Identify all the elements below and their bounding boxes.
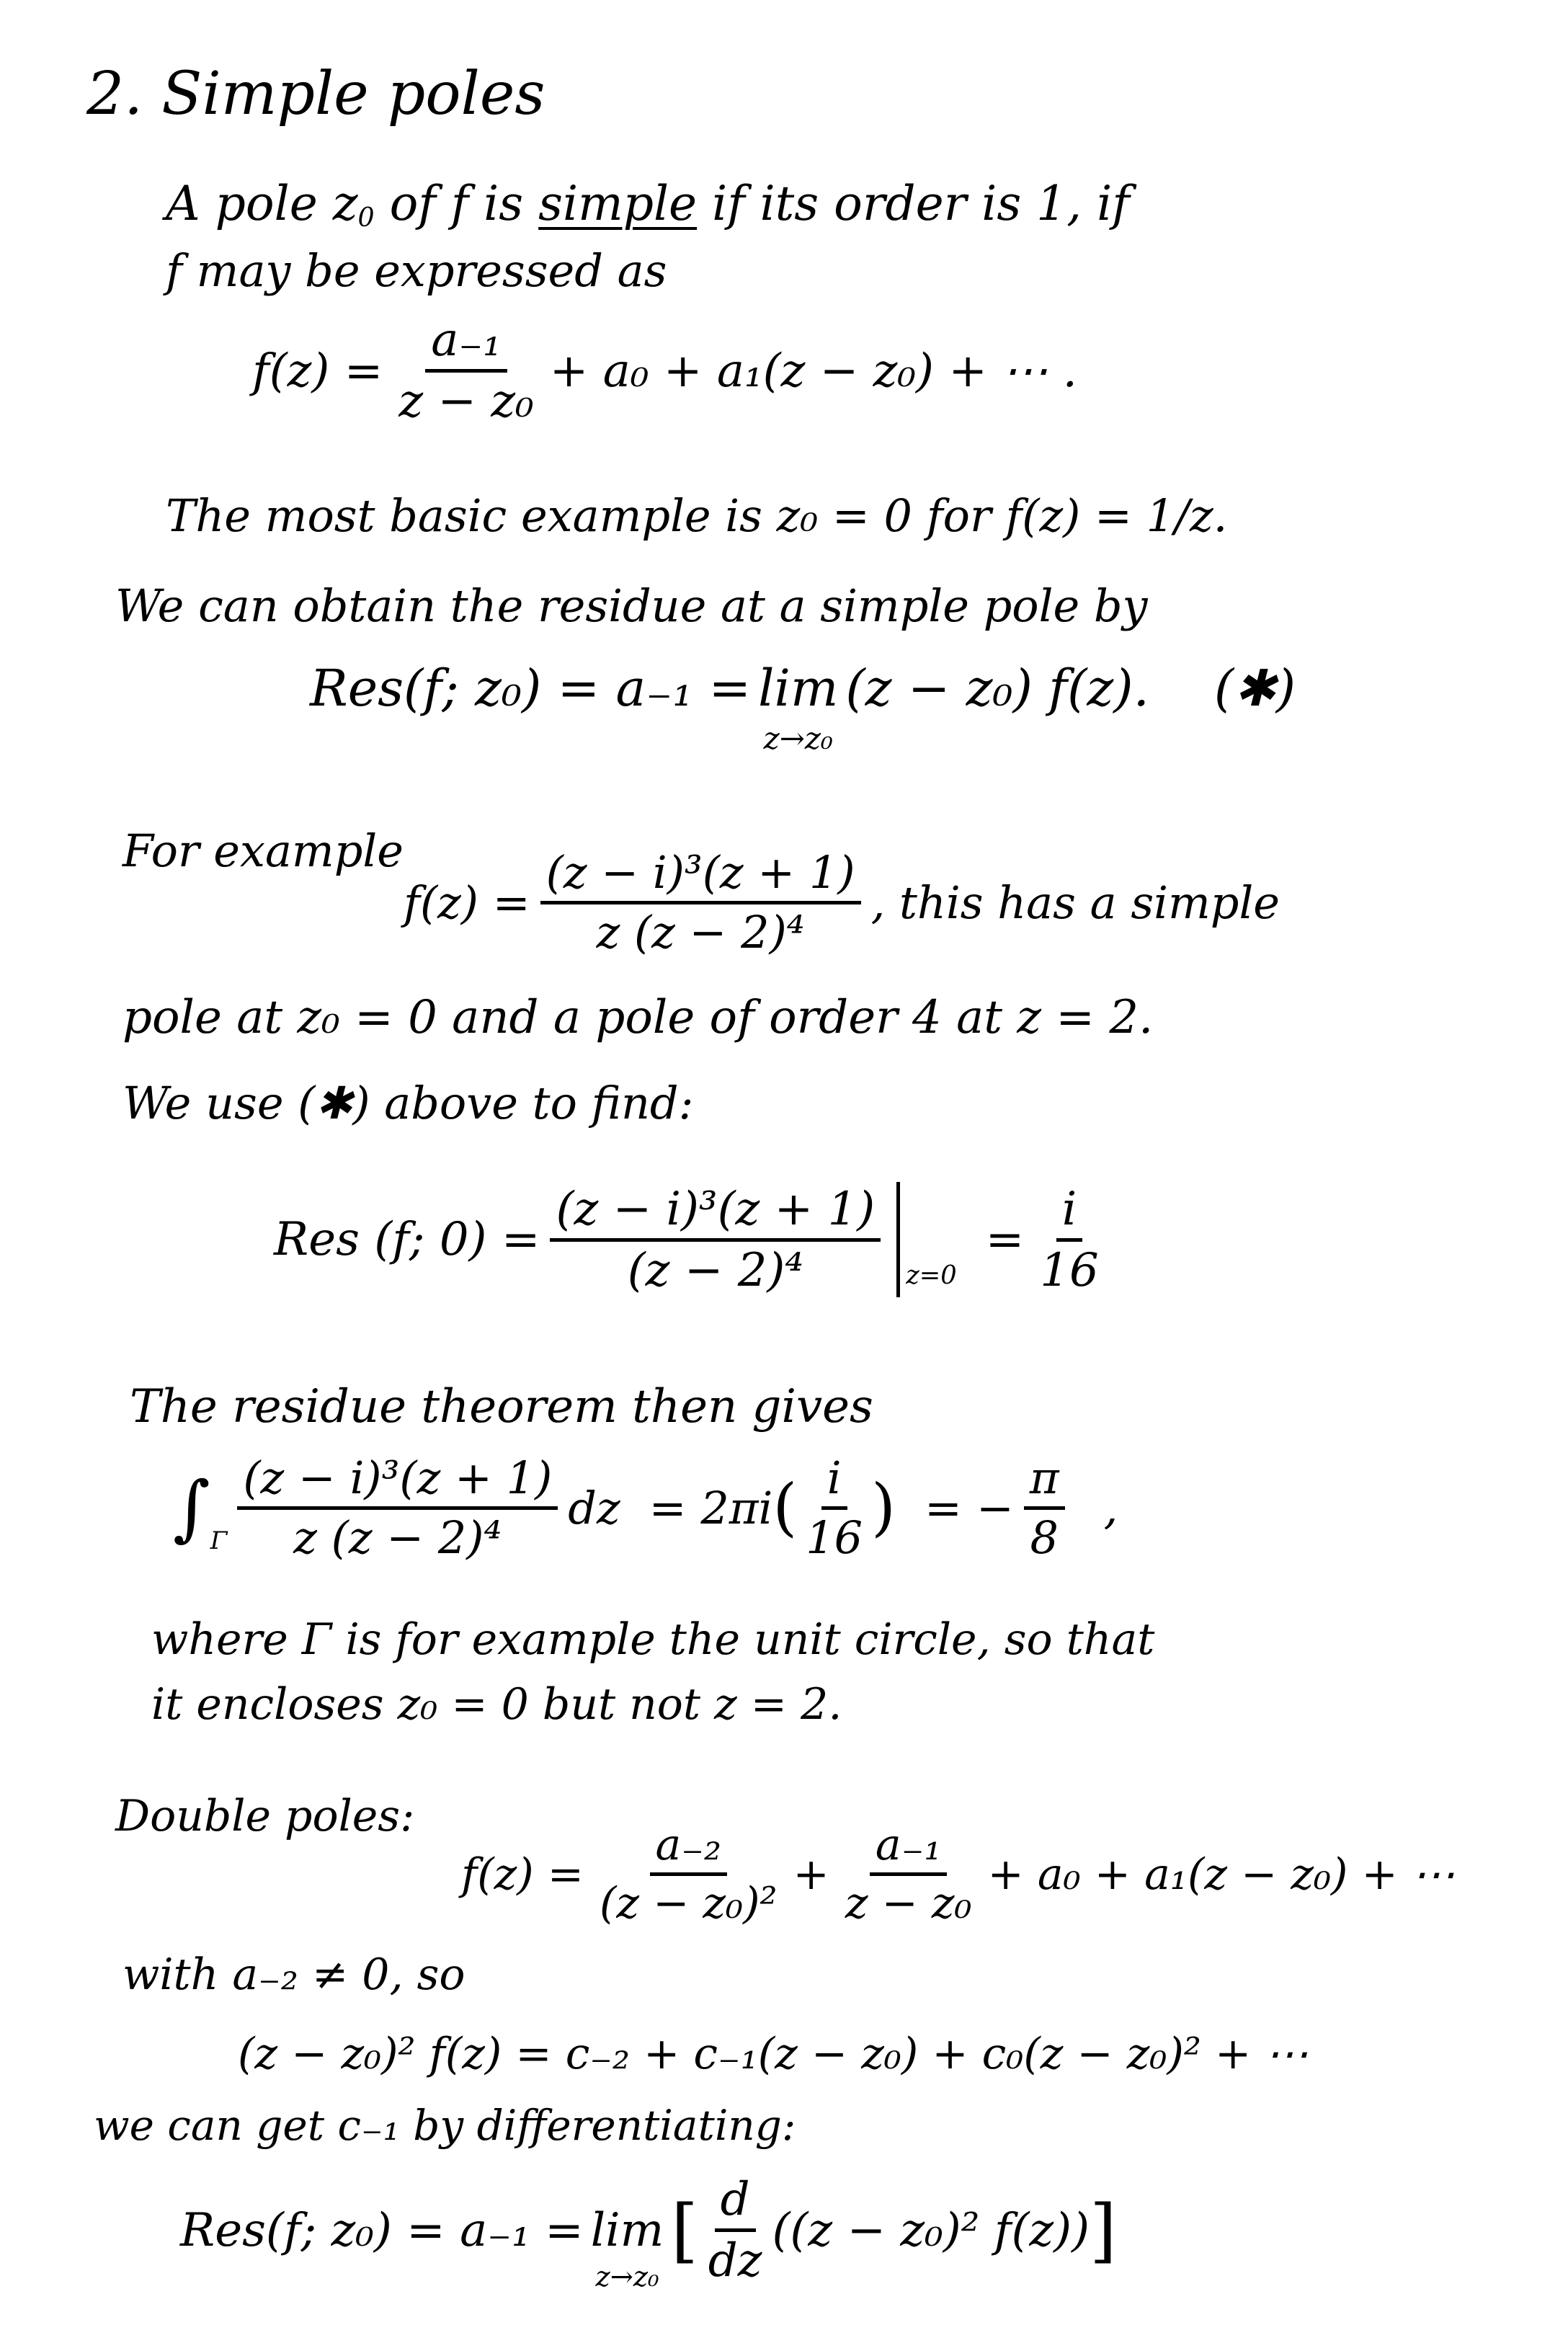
residue-formula-star (310, 659, 1296, 756)
eq7-inner: ((z − z₀)² f(z)) (772, 2203, 1090, 2257)
star-lhs: Res(f; z₀) = a₋₁ = (310, 659, 752, 718)
eq1-lhs: f(z) = (252, 344, 383, 398)
eq4-denominator: z (z − 2)⁴ (293, 1511, 502, 1564)
eq1-denominator: z − z₀ (398, 375, 534, 428)
differentiating-line: we can get c₋₁ by differentiating: (94, 2101, 796, 2150)
laurent-simple-pole-equation (252, 314, 1077, 428)
double-pole-residue-formula (180, 2173, 1117, 2293)
example-function-equation (404, 846, 1280, 959)
eq4-dz: dz (568, 1481, 620, 1534)
where-line-2: it encloses z₀ = 0 but not z = 2. (151, 1679, 842, 1730)
eq2-denominator: z (z − 2)⁴ (596, 906, 805, 959)
star-tag: (✱) (1213, 659, 1296, 718)
eq3-result-numerator: i (1056, 1186, 1082, 1242)
pole-description-line: pole at z₀ = 0 and a pole of order 4 at z = 2. (122, 991, 1154, 1044)
star-limit (758, 659, 839, 756)
eq4-paren-close: ) (871, 1471, 896, 1544)
eq4-paren-denominator: 16 (806, 1511, 863, 1564)
eq3-lhs: Res (f; 0) = (274, 1213, 540, 1266)
eq4-equals: = (925, 1481, 962, 1534)
eq4-paren-open: ( (772, 1471, 798, 1544)
eq4-numerator: (z − i)³(z + 1) (237, 1456, 558, 1510)
evaluation-point: z=0 (906, 1261, 957, 1291)
use-star-line: We use (✱) above to find: (122, 1077, 694, 1129)
eq4-paren-fraction (800, 1451, 868, 1564)
eq5-numerator-2: a₋₁ (870, 1823, 948, 1876)
multiplied-series-equation: (z − z₀)² f(z) = c₋₂ + c₋₁(z − z₀) + c₀(z − z₀)² + ⋯ (238, 2029, 1309, 2079)
eq7-d-numerator: d (715, 2177, 756, 2232)
eq2-lhs: f(z) = (404, 876, 530, 929)
eq7-derivative (703, 2173, 768, 2288)
eq3-numerator: (z − i)³(z + 1) (550, 1186, 881, 1242)
eq4-result-fraction (1024, 1451, 1065, 1564)
eq1-fraction (393, 314, 539, 428)
eq5-fraction-1 (594, 1820, 783, 1929)
intro-line-1 (166, 176, 1130, 234)
eq7-bracket-open: [ (671, 2189, 698, 2271)
contour-gamma-subscript: Γ (210, 1526, 228, 1555)
eq5-denominator-2: z − z₀ (845, 1878, 972, 1929)
evaluation-bar (896, 1182, 900, 1297)
intro-text-post: if its order is 1, if (697, 176, 1130, 231)
eq3-result-denominator: 16 (1040, 1243, 1099, 1297)
eq2-rhs: , this has a simple (870, 876, 1280, 929)
simple-underlined-word: simple (538, 176, 698, 231)
eq5-numerator-1: a₋₂ (650, 1823, 728, 1876)
where-line-1: where Γ is for example the unit circle, so that (151, 1614, 1155, 1665)
residue-at-zero-equation (274, 1182, 1115, 1297)
intro-line-2: f may be expressed as (166, 244, 667, 297)
eq7-lim-subscript: z→z₀ (595, 2260, 659, 2293)
intro-z-subscript: 0 (357, 202, 375, 234)
eq7-d-denominator: dz (708, 2234, 762, 2288)
section-heading: 2. Simple poles (86, 60, 545, 128)
eq1-numerator: a₋₁ (425, 317, 507, 373)
double-pole-laurent-equation (461, 1820, 1455, 1929)
eq5-rhs: + a₀ + a₁(z − z₀) + ⋯ (987, 1849, 1455, 1900)
eq5-denominator-1: (z − z₀)² (599, 1878, 778, 1929)
eq2-fraction (540, 846, 861, 959)
star-lim-word: lim (758, 659, 839, 718)
eq5-lhs: f(z) = (461, 1849, 584, 1900)
eq3-denominator: (z − 2)⁴ (627, 1243, 804, 1297)
eq3-result-fraction (1034, 1182, 1104, 1297)
eq4-mid: = 2πi (649, 1481, 773, 1534)
star-lim-subscript: z→z₀ (763, 721, 833, 756)
eq4-result-numerator: π (1024, 1456, 1065, 1510)
eq4-comma: , (1103, 1481, 1118, 1534)
eq5-fraction-2 (839, 1820, 978, 1929)
with-condition-line: with a₋₂ ≠ 0, so (122, 1949, 466, 2000)
eq3-fraction (550, 1182, 881, 1297)
eq3-equals: = (985, 1213, 1025, 1266)
eq5-plus: + (793, 1849, 829, 1900)
integral-sign: ∫ (173, 1466, 210, 1550)
star-rhs: (z − z₀) f(z). (845, 659, 1149, 718)
eq4-result-denominator: 8 (1030, 1511, 1059, 1564)
eq4-fraction (237, 1451, 558, 1564)
intro-text-mid: of f is (374, 176, 539, 231)
eq4-paren-numerator: i (821, 1456, 847, 1510)
residue-theorem-line: The residue theorem then gives (130, 1380, 873, 1433)
eq7-lhs: Res(f; z₀) = a₋₁ = (180, 2203, 584, 2257)
eq7-lim-word: lim (590, 2203, 664, 2257)
intro-text-pre: A pole z (166, 176, 358, 231)
eq4-minus: − (976, 1481, 1014, 1534)
for-example-label: For example (122, 824, 404, 877)
eq2-numerator: (z − i)³(z + 1) (540, 850, 861, 904)
basic-example-line: The most basic example is z₀ = 0 for f(z) = 1/z. (166, 489, 1228, 542)
eq1-rhs: + a₀ + a₁(z − z₀) + ⋯ . (549, 344, 1077, 398)
double-poles-label: Double poles: (115, 1791, 415, 1841)
residue-intro-line: We can obtain the residue at a simple pole by (115, 579, 1148, 632)
contour-integral-equation (173, 1451, 1118, 1564)
eq7-limit (590, 2203, 664, 2293)
eq7-bracket-close: ] (1090, 2189, 1117, 2271)
